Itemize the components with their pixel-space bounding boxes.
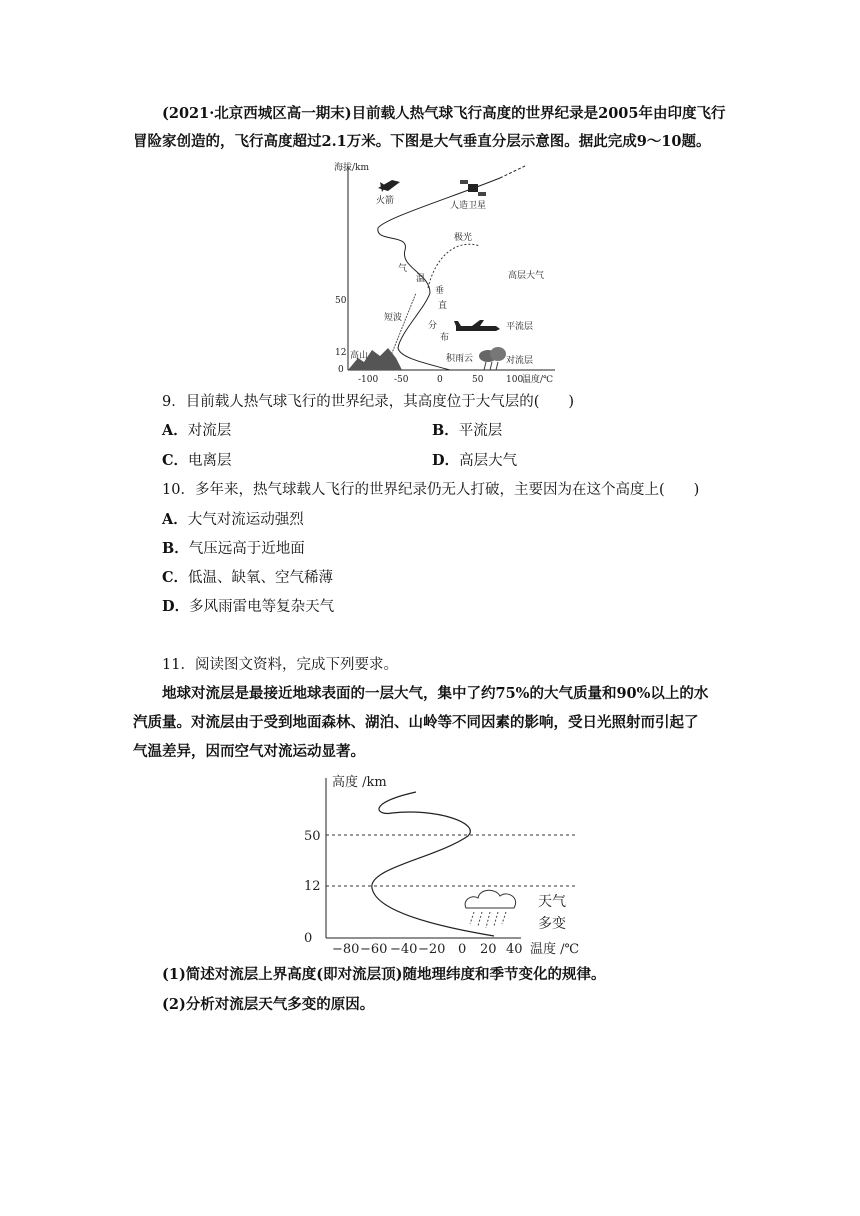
q11-para-line-2: 汽质量。对流层由于受到地面森林、湖泊、山岭等不同因素的影响，受日光照射而引起了 — [133, 714, 699, 731]
fig2-x-tick: 20 — [480, 942, 497, 957]
q10-option-d[interactable] — [162, 597, 334, 617]
option-text: 高层大气 — [459, 453, 518, 469]
rocket-icon — [378, 180, 400, 192]
fig2-x-axis-label: 温度 /℃ — [530, 942, 580, 957]
fig2-y-axis-label: 高度 /km — [332, 775, 387, 790]
fig1-label-aurora: 极光 — [454, 233, 473, 243]
fig1-curve-char: 直 — [438, 301, 448, 311]
q9-option-b[interactable] — [432, 421, 502, 441]
fig1-x-axis-label: 温度/℃ — [522, 375, 554, 385]
fig1-temperature-curve-dashed — [500, 166, 525, 178]
fig1-curve-char: 布 — [440, 333, 450, 343]
fig1-curve-char: 温 — [416, 274, 426, 284]
fig2-y-tick-0: 0 — [304, 931, 313, 946]
fig2-x-tick: 40 — [506, 942, 523, 957]
q10-option-b[interactable] — [162, 539, 305, 559]
airplane-icon — [454, 320, 500, 331]
option-text: 电离层 — [188, 453, 232, 469]
option-letter: C． — [162, 452, 189, 469]
fig2-y-tick-12: 12 — [304, 879, 321, 894]
satellite-icon — [460, 180, 486, 196]
q10-stem: 10．多年来，热气球载人飞行的世界纪录仍无人打破，主要因为在这个高度上( ) — [162, 482, 700, 498]
q11-sub-question-2: (2)分析对流层天气多变的原因。 — [162, 996, 375, 1013]
fig1-curve-char: 垂 — [435, 286, 445, 296]
fig1-y-axis-label: 海拔/km — [334, 163, 370, 173]
q9-option-d[interactable] — [432, 451, 517, 471]
q10-option-c[interactable] — [162, 568, 333, 588]
fig2-x-tick: −20 — [418, 942, 446, 957]
q9-option-c[interactable] — [162, 451, 232, 471]
fig1-x-tick-neg50: -50 — [394, 375, 409, 385]
fig1-label-satellite: 人造卫星 — [450, 201, 487, 211]
fig2-y-tick-50: 50 — [304, 829, 321, 844]
fig1-label-mountain: 高山 — [350, 351, 369, 361]
fig1-curve-char: 分 — [428, 321, 438, 331]
option-letter: D． — [162, 598, 190, 615]
fig2-x-tick: 0 — [458, 942, 467, 957]
atmosphere-layers-figure — [330, 158, 570, 386]
option-letter: C． — [162, 569, 189, 586]
q11-para-line-1: 地球对流层是最接近地球表面的一层大气，集中了约75%的大气质量和90%以上的水 — [162, 685, 709, 702]
option-letter: A． — [162, 511, 188, 528]
aurora-arc — [428, 244, 480, 288]
fig2-x-tick: −40 — [390, 942, 418, 957]
fig1-curve-char: 气 — [398, 264, 408, 274]
temperature-altitude-figure — [296, 768, 596, 958]
option-letter: D． — [432, 452, 460, 469]
fig1-label-rocket: 火箭 — [376, 196, 395, 206]
option-letter: B． — [162, 540, 189, 557]
fig1-label-shortwave: 短波 — [384, 313, 403, 323]
fig2-weather-label-2: 多变 — [538, 916, 566, 932]
fig1-y-tick-12: 12 — [335, 348, 347, 358]
option-text: 气压远高于近地面 — [188, 541, 305, 557]
option-text: 低温、缺氧、空气稀薄 — [188, 570, 334, 586]
option-text: 对流层 — [187, 423, 232, 439]
q9-stem: 9．目前载人热气球飞行的世界纪录，其高度位于大气层的( ) — [162, 394, 575, 410]
option-text: 多风雨雷电等复杂天气 — [189, 599, 335, 615]
option-letter: A． — [162, 422, 188, 439]
fig1-label-upper-atmosphere: 高层大气 — [508, 271, 545, 281]
fig2-temperature-curve — [372, 792, 494, 936]
cumulonimbus-icon — [479, 347, 506, 370]
fig1-label-stratosphere: 平流层 — [506, 322, 534, 332]
shortwave-line — [390, 293, 416, 363]
fig2-weather-label-1: 天气 — [538, 894, 566, 910]
option-text: 平流层 — [458, 423, 503, 439]
fig2-x-tick: −80 — [332, 942, 360, 957]
fig1-x-tick-neg100: -100 — [358, 375, 379, 385]
fig1-y-tick-50: 50 — [335, 296, 347, 306]
q11-sub-question-1: (1)简述对流层上界高度(即对流层顶)随地理纬度和季节变化的规律。 — [162, 966, 606, 983]
q11-stem: 11．阅读图文资料，完成下列要求。 — [162, 657, 398, 673]
intro-line-2: 冒险家创造的，飞行高度超过2.1万米。下图是大气垂直分层示意图。据此完成9～10题。 — [133, 133, 711, 150]
intro-line-1: (2021·北京西城区高一期末)目前载人热气球飞行高度的世界纪录是2005年由印度飞行 — [162, 105, 726, 122]
fig1-x-tick-100: 100 — [506, 375, 524, 385]
option-letter: B． — [432, 422, 459, 439]
fig1-x-tick-50: 50 — [472, 375, 484, 385]
fig1-y-tick-0: 0 — [338, 365, 344, 375]
q11-para-line-3: 气温差异，因而空气对流运动显著。 — [133, 743, 365, 760]
fig1-label-cumulonimbus: 积雨云 — [446, 354, 474, 364]
fig2-x-tick: −60 — [360, 942, 388, 957]
option-text: 大气对流运动强烈 — [187, 512, 304, 528]
cloud-rain-icon — [465, 890, 516, 928]
q9-option-a[interactable] — [162, 421, 231, 441]
q10-option-a[interactable] — [162, 510, 304, 530]
fig1-x-tick-0: 0 — [437, 375, 443, 385]
fig1-label-troposphere: 对流层 — [506, 356, 534, 366]
